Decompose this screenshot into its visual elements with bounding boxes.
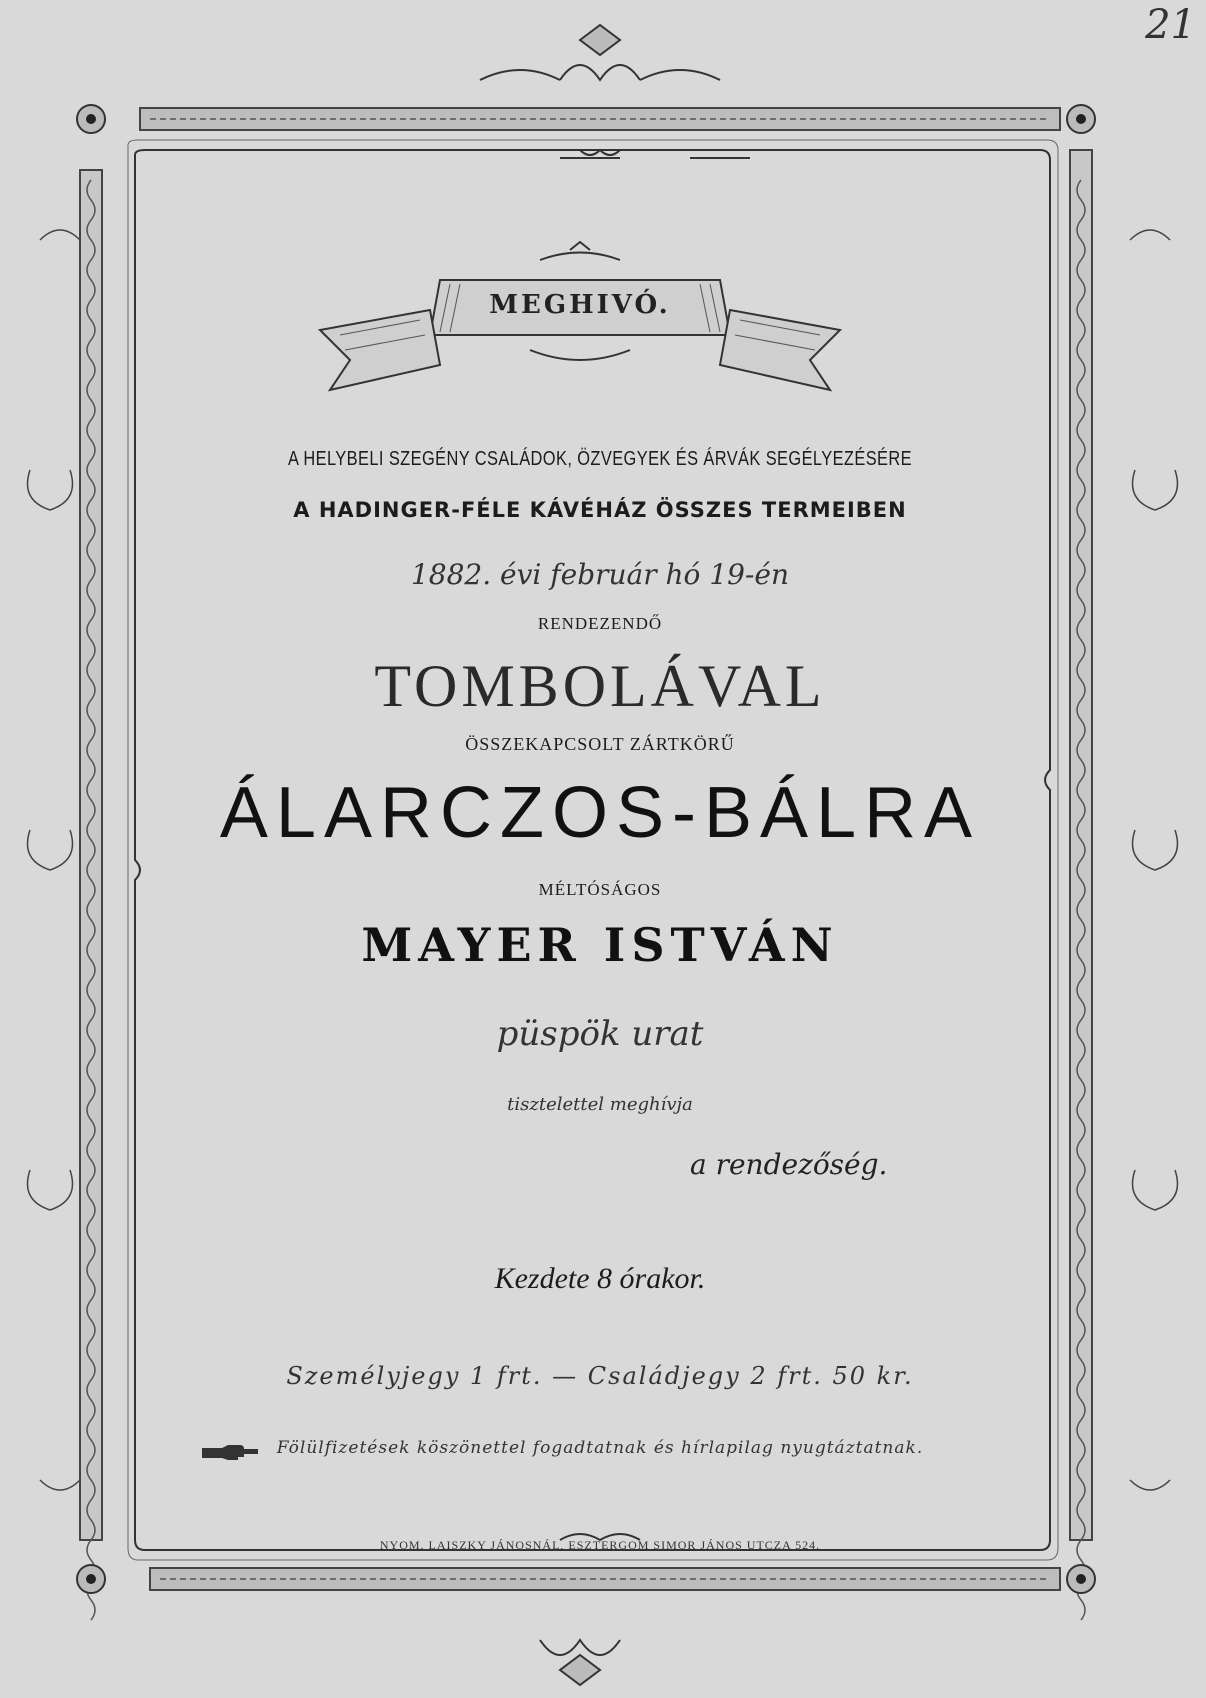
date-line: 1882. évi február hó 19-én (410, 558, 790, 591)
ribbon-banner-icon (300, 240, 860, 410)
organized-line: RENDEZENDŐ (537, 614, 663, 633)
venue-line: A HADINGER-FÉLE KÁVÉHÁZ ÖSSZES TERMEIBEN (293, 498, 907, 522)
banner-title: MEGHIVÓ. (489, 290, 671, 320)
printer-imprint: NYOM. LAISZKY JÁNOSNÁL, ESZTERGOM SIMOR JÁNOS UTCZA 524. (379, 1538, 821, 1552)
tombola-heading: TOMBOLÁVAL (374, 653, 826, 719)
ball-heading: ÁLARCZOS-BÁLRA (219, 773, 981, 853)
honoree-title: püspök urat (496, 1014, 704, 1054)
page-number: 21 (1145, 2, 1196, 48)
purpose-line: A HELYBELI SZEGÉNY CSALÁDOK, ÖZVEGYEK ÉS ÁRVÁK SEGÉLYEZÉSÉRE (287, 448, 913, 470)
ribbon-banner (300, 240, 860, 410)
connected-line: ÖSSZEKAPCSOLT ZÁRTKÖRŰ (465, 734, 735, 754)
overpayment-note: Fölülfizetések köszönettel fogadtatnak és hírlapilag nyugtáztatnak. (276, 1438, 924, 1458)
honoree-name: MAYER ISTVÁN (361, 918, 839, 972)
invites-line: tisztelettel meghívja (507, 1094, 693, 1115)
honorific-line: MÉLTÓSÁGOS (538, 880, 662, 899)
ticket-prices: Személyjegy 1 frt. — Családjegy 2 frt. 50 kr. (286, 1362, 914, 1390)
committee-signature: a rendezőség. (690, 1148, 888, 1181)
start-time: Kezdete 8 órakor. (494, 1262, 706, 1295)
